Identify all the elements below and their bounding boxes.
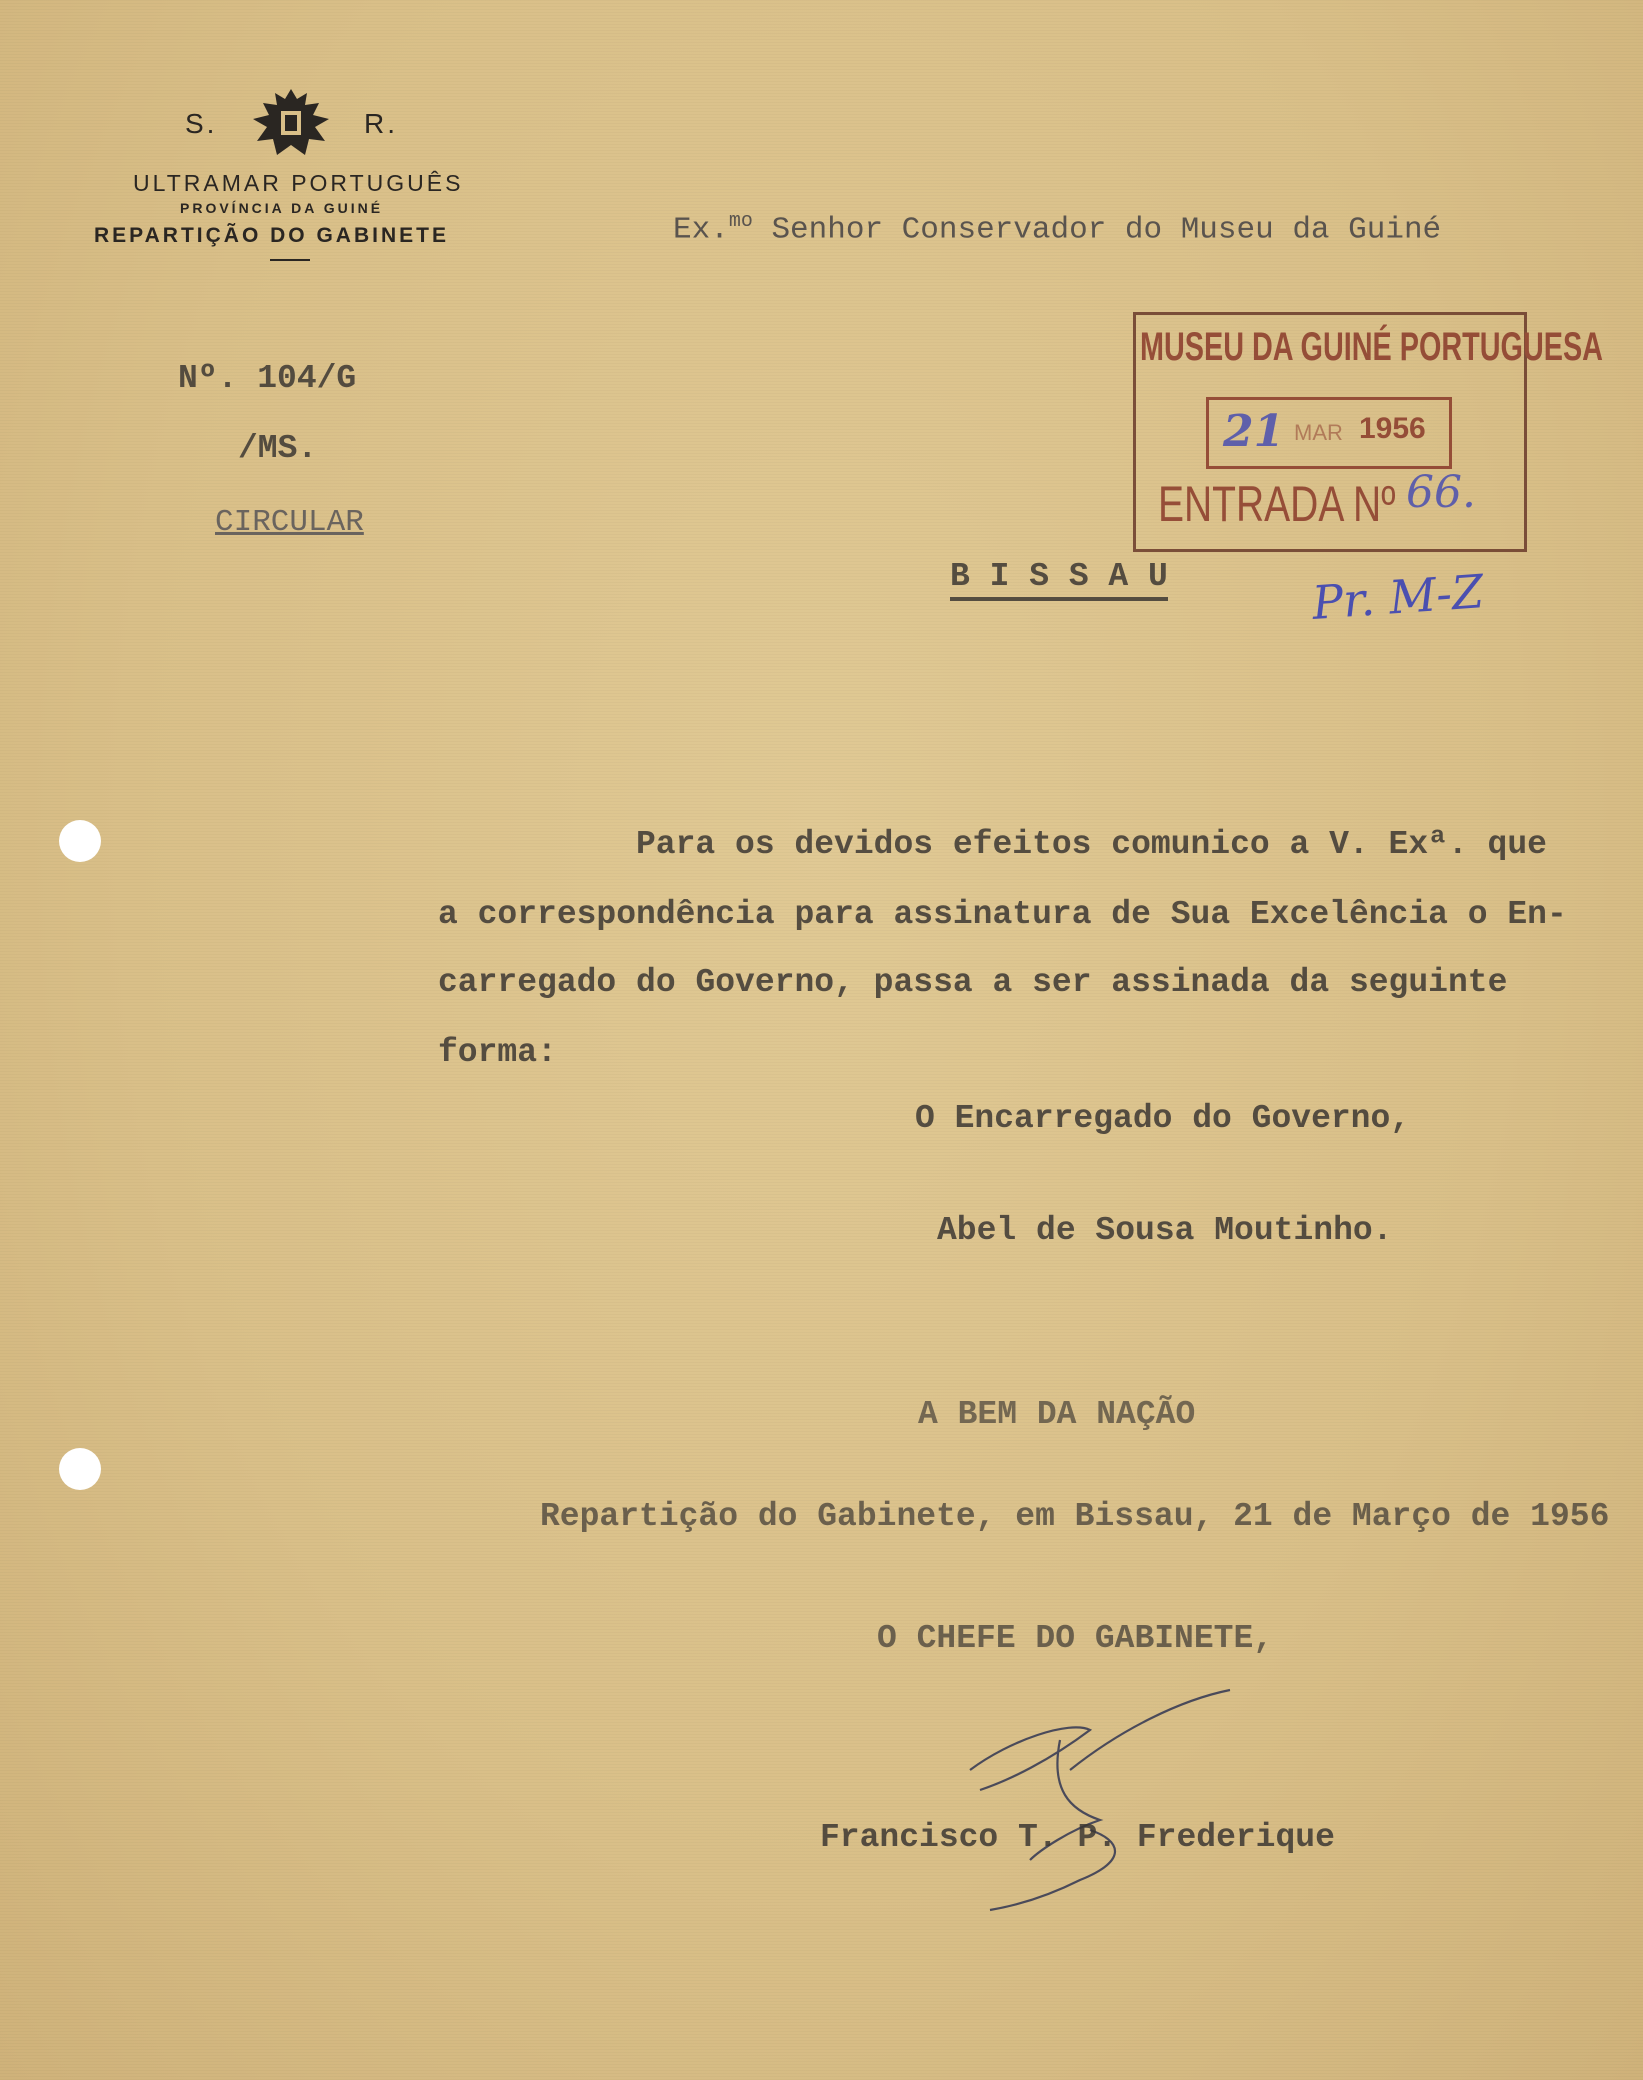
stamp-title: MUSEU DA GUINÉ PORTUGUESA xyxy=(1140,325,1603,369)
letterhead-line3: REPARTIÇÃO DO GABINETE xyxy=(94,224,449,247)
closing-signer-title: O CHEFE DO GABINETE, xyxy=(877,1620,1274,1657)
addressee-prefix: Ex. xyxy=(673,212,729,248)
letterhead-line1: ULTRAMAR PORTUGUÊS xyxy=(133,170,464,196)
letterhead-left-mark: S. xyxy=(185,108,218,139)
letterhead-rule xyxy=(270,259,310,261)
stamp-year: 1956 xyxy=(1359,412,1426,445)
letterhead-line2: PROVÍNCIA DA GUINÉ xyxy=(180,200,384,216)
reference-number: Nº. 104/G xyxy=(178,360,357,397)
body-line-4: forma: xyxy=(438,1034,557,1071)
handwritten-signature xyxy=(950,1680,1250,1920)
punch-hole-bottom xyxy=(59,1448,101,1490)
body-line-2: a correspondência para assinatura de Sua Excelência o En- xyxy=(438,896,1567,933)
addressee xyxy=(673,210,1441,247)
reference-type: CIRCULAR xyxy=(215,505,364,540)
quoted-signature-title: O Encarregado do Governo, xyxy=(915,1100,1411,1137)
letterhead-right-mark: R. xyxy=(364,108,398,139)
stamp-date-box xyxy=(1206,397,1452,469)
quoted-signature-name: Abel de Sousa Moutinho. xyxy=(937,1212,1393,1249)
body-line-1: Para os devidos efeitos comunico a V. Exª. que xyxy=(636,826,1547,863)
stamp-month: MAR xyxy=(1294,420,1343,445)
museum-entry-stamp xyxy=(1133,312,1603,552)
stamp-day: 21 xyxy=(1223,406,1285,457)
punch-hole-top xyxy=(59,820,101,862)
stamp-entry-label: ENTRADA Nº xyxy=(1158,476,1396,532)
reference-suffix: /MS. xyxy=(238,430,318,467)
handwritten-note: Pr. M-Z xyxy=(1310,564,1486,630)
addressee-name: Senhor Conservador do Museu da Guiné xyxy=(771,212,1442,248)
city: B I S S A U xyxy=(950,558,1168,601)
stamp-entry-number: 66. xyxy=(1406,467,1476,518)
closing-signer-name: Francisco T. P. Frederique xyxy=(820,1819,1335,1856)
addressee-superscript: mo xyxy=(728,210,753,233)
closing-motto: A BEM DA NAÇÃO xyxy=(918,1396,1196,1433)
coat-of-arms-emblem xyxy=(245,85,337,163)
closing-place-date: Repartição do Gabinete, em Bissau, 21 de Março de 1956 xyxy=(540,1498,1610,1535)
body-line-3: carregado do Governo, passa a ser assinada da seguinte xyxy=(438,964,1508,1001)
